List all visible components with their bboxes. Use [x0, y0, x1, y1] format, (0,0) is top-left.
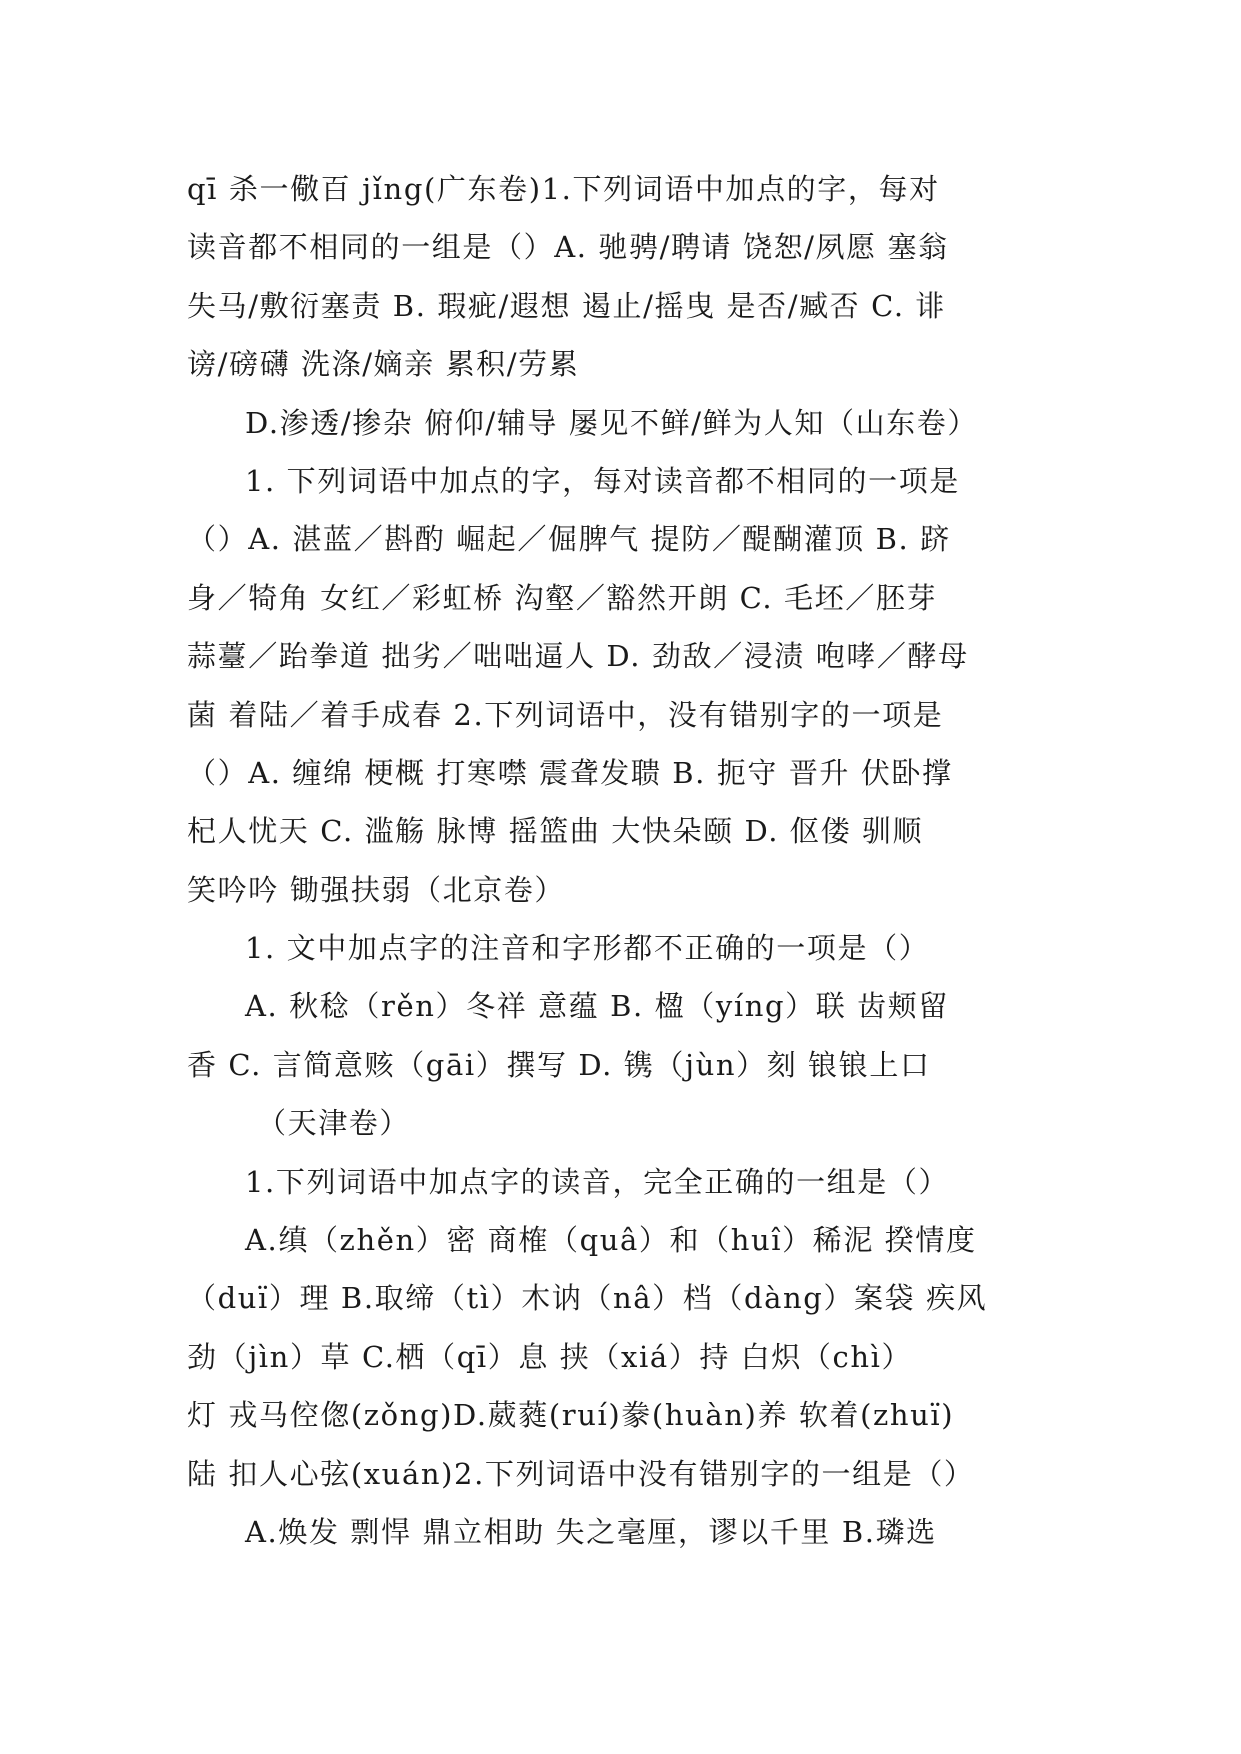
text-line: 陆 扣人心弦(xuán)2.下列词语中没有错别字的一组是（）: [187, 1456, 975, 1491]
text-line: 香 C. 言简意赅（gāi）撰写 D. 镌（jùn）刻 锒锒上口: [187, 1047, 931, 1082]
text-line: A.焕发 剽悍 鼎立相助 失之毫厘，谬以千里 B.璘选: [245, 1514, 937, 1549]
text-line: 蒜薹／跆拳道 拙劣／咄咄逼人 D. 劲敌／浸渍 咆哮／酵母: [187, 639, 969, 674]
text-line: 劲（jìn）草 C.栖（qī）息 挟（xiá）持 白炽（chì）: [187, 1339, 913, 1374]
text-line: 1.下列词语中加点字的读音，完全正确的一组是（）: [245, 1164, 950, 1199]
text-line: 灯 戎马倥偬(zǒng)D.葳蕤(ruí)豢(huàn)养 软着(zhuï): [187, 1398, 955, 1433]
text-line: 读音都不相同的一组是（）A. 驰骋/聘请 饶恕/夙愿 塞翁: [187, 230, 949, 265]
text-line: 谤/磅礴 洗涤/嫡亲 累积/劳累: [187, 347, 580, 382]
document-body: [187, 160, 1057, 1561]
text-line: （）A. 缠绵 梗概 打寒噤 震聋发聩 B. 扼守 晋升 伏卧撑: [187, 755, 953, 790]
text-line: qī 杀一儆百 jǐng(广东卷)1.下列词语中加点的字，每对: [187, 172, 940, 206]
text-line: 笑吟吟 锄强扶弱（北京卷）: [187, 872, 566, 907]
text-line: 杞人忧天 C. 滥觞 脉博 摇篮曲 大快朵颐 D. 伛偻 驯顺: [187, 814, 924, 849]
text-line: D.渗透/掺杂 俯仰/辅导 屡见不鲜/鲜为人知（山东卷）: [245, 405, 978, 440]
text-line: 1. 下列词语中加点的字，每对读音都不相同的一项是: [245, 463, 960, 498]
text-line: （天津卷）: [257, 1106, 411, 1141]
text-line: A.缜（zhěn）密 商榷（quâ）和（huî）稀泥 揆情度: [245, 1223, 977, 1258]
text-line: （duï）理 B.取缔（tì）木讷（nâ）档（dàng）案袋 疾风: [187, 1281, 988, 1316]
text-line: 失马/敷衍塞责 B. 瑕疵/遐想 遏止/摇曳 是否/臧否 C. 诽: [187, 288, 947, 323]
text-line: 菌 着陆／着手成春 2.下列词语中，没有错别字的一项是: [187, 697, 944, 732]
text-line: 1. 文中加点字的注音和字形都不正确的一项是（）: [245, 931, 930, 966]
text-line: （）A. 湛蓝／斟酌 崛起／倔脾气 提防／醍醐灌顶 B. 跻: [187, 522, 951, 557]
text-line: 身／犄角 女红／彩虹桥 沟壑／豁然开朗 C. 毛坯／胚芽: [187, 580, 938, 615]
text-line: A. 秋稔（rěn）冬祥 意蕴 B. 楹（yíng）联 齿颊留: [245, 989, 949, 1024]
